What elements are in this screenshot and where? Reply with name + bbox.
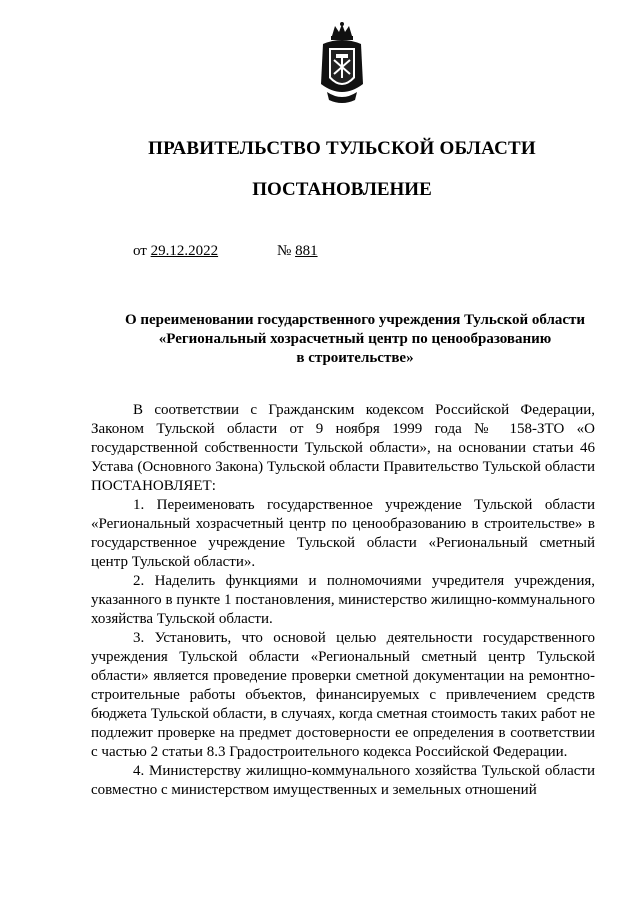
document-number [277, 243, 318, 260]
date-value: 29.12.2022 [150, 243, 219, 259]
subject-line-2: «Региональный хозрасчетный центр по ценообразованию [158, 331, 552, 347]
government-title: ПРАВИТЕЛЬСТВО ТУЛЬСКОЙ ОБЛАСТИ [148, 138, 536, 159]
preamble-paragraph: В соответствии с Гражданским кодексом Российской Федерации, Законом Тульской области от 9 ноября 1999 года № 158-ЗТО «О государственной собственности Тульской области», на основании статьи 46 Устава (Основного Закона) Тульской области Правительство Тульской области ПОСТАНОВЛЯЕТ: [91, 402, 595, 494]
item-2-paragraph: 2. Наделить функциями и полномочиями учредителя учреждения, указанного в пункте 1 постановления, министерство жилищно-коммунального хозяйства Тульской области. [91, 573, 595, 627]
subject-line-1: О переименовании государственного учреждения Тульской области [124, 312, 586, 328]
document-date [133, 243, 218, 260]
coat-of-arms-icon [317, 22, 367, 108]
subject-line-3: в строительстве» [296, 350, 414, 366]
item-1-paragraph: 1. Переименовать государственное учреждение Тульской области «Региональный хозрасчетный центр по ценообразованию в строительстве» в государственное учреждение Тульской области «Региональный сметный центр Тульской области». [91, 497, 595, 570]
document-type-title: ПОСТАНОВЛЕНИЕ [252, 179, 432, 200]
date-prefix: от [133, 243, 147, 259]
document-body [91, 401, 595, 800]
number-value: 881 [295, 243, 318, 259]
item-4-paragraph: 4. Министерству жилищно-коммунального хозяйства Тульской области совместно с министерством имущественных и земельных отношений [91, 763, 595, 798]
document-subject [90, 311, 620, 368]
number-prefix: № [277, 243, 292, 259]
item-3-paragraph: 3. Установить, что основой целью деятельности государственного учреждения Тульской области «Региональный сметный центр Тульской области» является проведение проверки сметной документации на ремонтно-строительные работы объектов, финансируемых с привлечением средств бюджета Тульской области, в случаях, когда сметная стоимость таких работ не подлежит проверке на предмет достоверности ее определения в соответствии с частью 2 статьи 8.3 Градостроительного кодекса Российской Федерации. [91, 630, 595, 760]
